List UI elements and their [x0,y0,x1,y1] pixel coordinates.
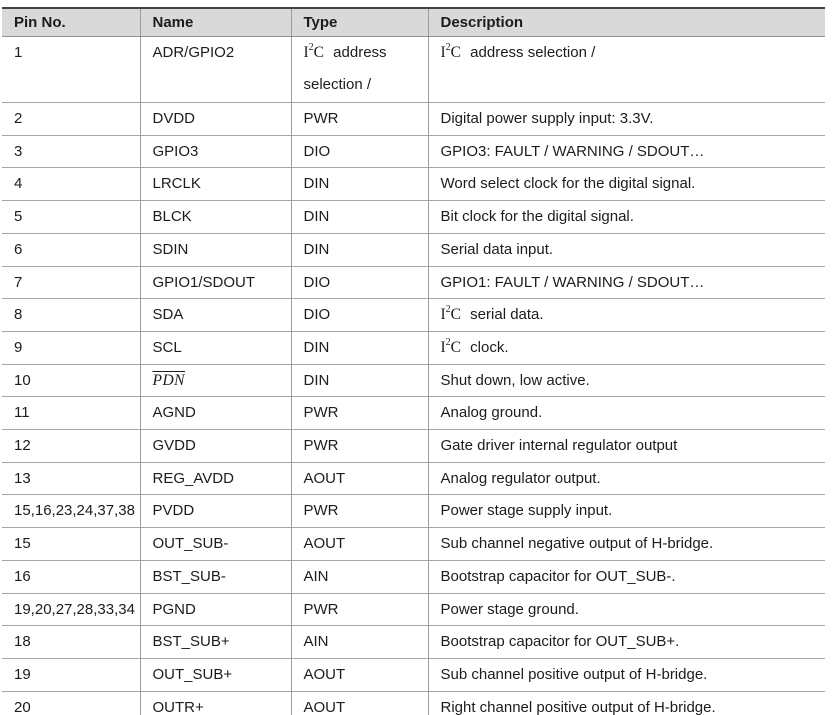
cell-type: AOUT [291,528,428,561]
cell-description: GPIO3: FAULT / WARNING / SDOUT… [428,135,825,168]
cell-pin-no: 4 [2,168,140,201]
cell-name: SCL [140,331,291,364]
cell-type: PWR [291,397,428,430]
cell-pin-no: 13 [2,462,140,495]
cell-type: DIO [291,266,428,299]
cell-description: $I^2C$ clock. [428,331,825,364]
cell-pin-no: 12 [2,430,140,463]
cell-pin-no: 7 [2,266,140,299]
cell-type: DIO [291,135,428,168]
cell-type: DIN [291,168,428,201]
cell-name: PGND [140,593,291,626]
table-row [2,37,825,103]
cell-description: Digital power supply input: 3.3V. [428,103,825,136]
i2c-symbol: $I^2C$ [440,41,462,61]
cell-description: Sub channel positive output of H-bridge. [428,658,825,691]
table-row [2,397,825,430]
cell-description: Sub channel negative output of H-bridge. [428,528,825,561]
pin-description-table [2,7,825,715]
i2c-symbol: $I^2C$ [440,336,462,356]
cell-description: Gate driver internal regulator output [428,430,825,463]
cell-name: OUT_SUB- [140,528,291,561]
cell-type: AIN [291,560,428,593]
cell-name: LRCLK [140,168,291,201]
cell-name: OUT_SUB+ [140,658,291,691]
cell-type: AOUT [291,691,428,715]
table-row [2,168,825,201]
cell-type: DIN [291,201,428,234]
cell-name: AGND [140,397,291,430]
cell-pin-no: 11 [2,397,140,430]
table-header [2,8,825,37]
table-row [2,299,825,332]
i2c-symbol: $I^2C$ [303,41,325,61]
cell-description: Bootstrap capacitor for OUT_SUB+. [428,626,825,659]
cell-pin-no: 15 [2,528,140,561]
cell-pin-no: 3 [2,135,140,168]
cell-name: SDIN [140,233,291,266]
column-header-pin-no: Pin No. [2,8,140,37]
cell-name: BST_SUB+ [140,626,291,659]
table-row [2,626,825,659]
cell-description: Analog ground. [428,397,825,430]
table-row [2,593,825,626]
table-row [2,528,825,561]
cell-type: DIN [291,331,428,364]
cell-type: PWR [291,430,428,463]
cell-name: BST_SUB- [140,560,291,593]
cell-name: SDA [140,299,291,332]
table-row [2,364,825,397]
table-row [2,430,825,463]
cell-pin-no: 9 [2,331,140,364]
cell-name: ADR/GPIO2 [140,37,291,103]
cell-description: Analog regulator output. [428,462,825,495]
column-header-type: Type [291,8,428,37]
cell-type: PWR [291,593,428,626]
cell-type: AIN [291,626,428,659]
cell-description: Bit clock for the digital signal. [428,201,825,234]
cell-type: AOUT [291,658,428,691]
cell-description: Bootstrap capacitor for OUT_SUB-. [428,560,825,593]
cell-description: GPIO1: FAULT / WARNING / SDOUT… [428,266,825,299]
table-row [2,462,825,495]
cell-name: GPIO3 [140,135,291,168]
cell-name [140,364,291,397]
cell-description: Power stage supply input. [428,495,825,528]
table-row [2,103,825,136]
cell-pin-no: 16 [2,560,140,593]
cell-description: Power stage ground. [428,593,825,626]
cell-name: GVDD [140,430,291,463]
cell-pin-no: 5 [2,201,140,234]
cell-description: Serial data input. [428,233,825,266]
cell-pin-no: 10 [2,364,140,397]
i2c-symbol: $I^2C$ [440,304,462,324]
cell-pin-no: 19 [2,658,140,691]
cell-pin-no: 20 [2,691,140,715]
cell-name: BLCK [140,201,291,234]
cell-description: Shut down, low active. [428,364,825,397]
cell-name: REG_AVDD [140,462,291,495]
pin-table-body [2,37,825,715]
cell-description: $I^2C$ address selection / [428,37,825,103]
cell-description: Right channel positive output of H-bridge. [440,698,716,715]
table-row [2,135,825,168]
cell-name: DVDD [140,103,291,136]
cell-pin-no: 8 [2,299,140,332]
table-row [2,560,825,593]
document-page [0,7,838,715]
cell-name: OUTR+ [140,691,291,715]
cell-pin-no: 1 [2,37,140,103]
table-row [2,495,825,528]
header-row [2,8,825,37]
column-header-name: Name [140,8,291,37]
cell-type: AOUT [291,462,428,495]
cell-type: $I^2C$ address selection / [291,37,428,103]
cell-name: PVDD [140,495,291,528]
table-row [2,233,825,266]
cell-pin-no: 19,20,27,28,33,34 [2,593,140,626]
cell-description: $I^2C$ serial data. [428,299,825,332]
table-row [2,201,825,234]
cell-pin-no: 18 [2,626,140,659]
table-row [2,331,825,364]
table-row [2,266,825,299]
cell-type: PWR [291,103,428,136]
table-row [2,691,825,715]
cell-pin-no: 2 [2,103,140,136]
cell-type: DIO [291,299,428,332]
cell-description: Word select clock for the digital signal. [428,168,825,201]
column-header-description: Description [428,8,825,37]
cell-pin-no: 6 [2,233,140,266]
cell-type: PWR [291,495,428,528]
cell-type: DIN [291,233,428,266]
cell-name: GPIO1/SDOUT [140,266,291,299]
table-row [2,658,825,691]
cell-type: DIN [291,364,428,397]
pdn-overline-symbol: $\overline{PDN}$ [152,371,185,389]
cell-pin-no: 15,16,23,24,37,38 [2,495,140,528]
